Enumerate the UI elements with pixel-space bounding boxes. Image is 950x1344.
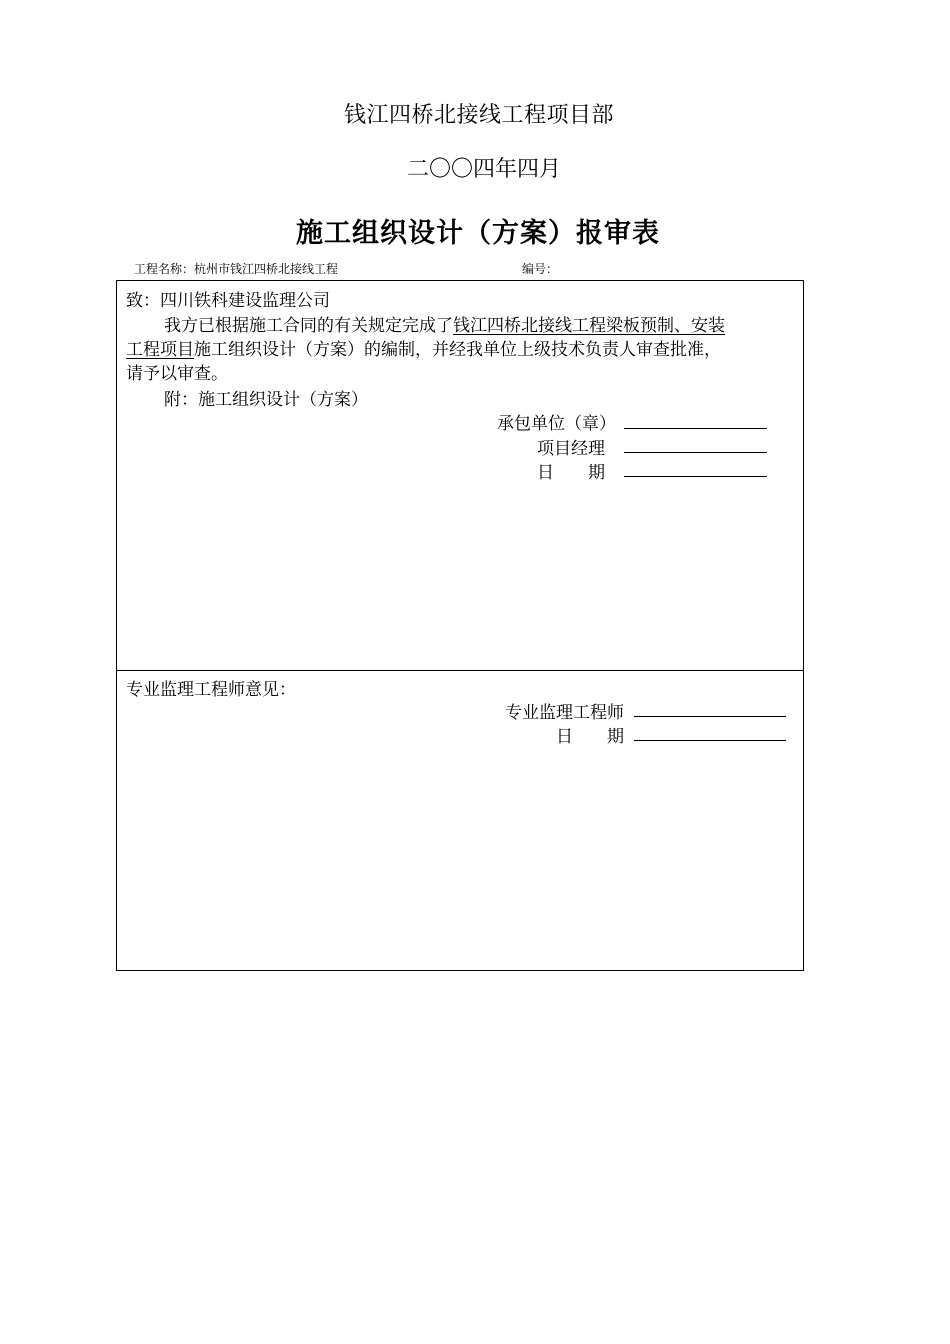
manager-signature-line[interactable] <box>624 452 767 453</box>
contractor-label: 承包单位（章） <box>497 414 616 434</box>
submission-section <box>116 280 804 671</box>
attachment-line: 附：施工组织设计（方案） <box>164 390 368 410</box>
body-line-2 <box>126 335 721 360</box>
body-text: 我方已根据施工合同的有关规定完成了 <box>164 316 453 336</box>
review-date-signature-line[interactable] <box>634 740 786 741</box>
body-text-cont: 施工组织设计（方案）的编制，并经我单位上级技术负责人审查批准， <box>194 340 721 360</box>
engineer-label: 专业监理工程师 <box>505 703 624 723</box>
project-name-underlined-cont: 工程项目 <box>126 340 194 360</box>
manager-label: 项目经理 <box>537 439 605 459</box>
review-date-label: 日 期 <box>556 727 624 747</box>
form-title: 施工组织设计（方案）报审表 <box>296 218 660 249</box>
review-section <box>116 670 804 971</box>
contractor-signature-line[interactable] <box>624 428 767 429</box>
opinion-label: 专业监理工程师意见： <box>126 680 296 700</box>
document-number-field: 编号： <box>522 262 559 276</box>
recipient-line: 致：四川铁科建设监理公司 <box>126 291 330 311</box>
date-signature-line[interactable] <box>624 476 767 477</box>
project-name-field: 工程名称：杭州市钱江四桥北接线工程 <box>134 262 339 276</box>
engineer-signature-line[interactable] <box>634 716 786 717</box>
document-date: 二〇〇四年四月 <box>406 157 561 182</box>
date-label: 日 期 <box>537 463 605 483</box>
body-line-3: 请予以审查。 <box>126 364 228 384</box>
department-heading: 钱江四桥北接线工程项目部 <box>343 103 614 128</box>
body-line-1 <box>164 311 725 336</box>
project-name-underlined: 钱江四桥北接线工程梁板预制、安装 <box>453 316 725 336</box>
